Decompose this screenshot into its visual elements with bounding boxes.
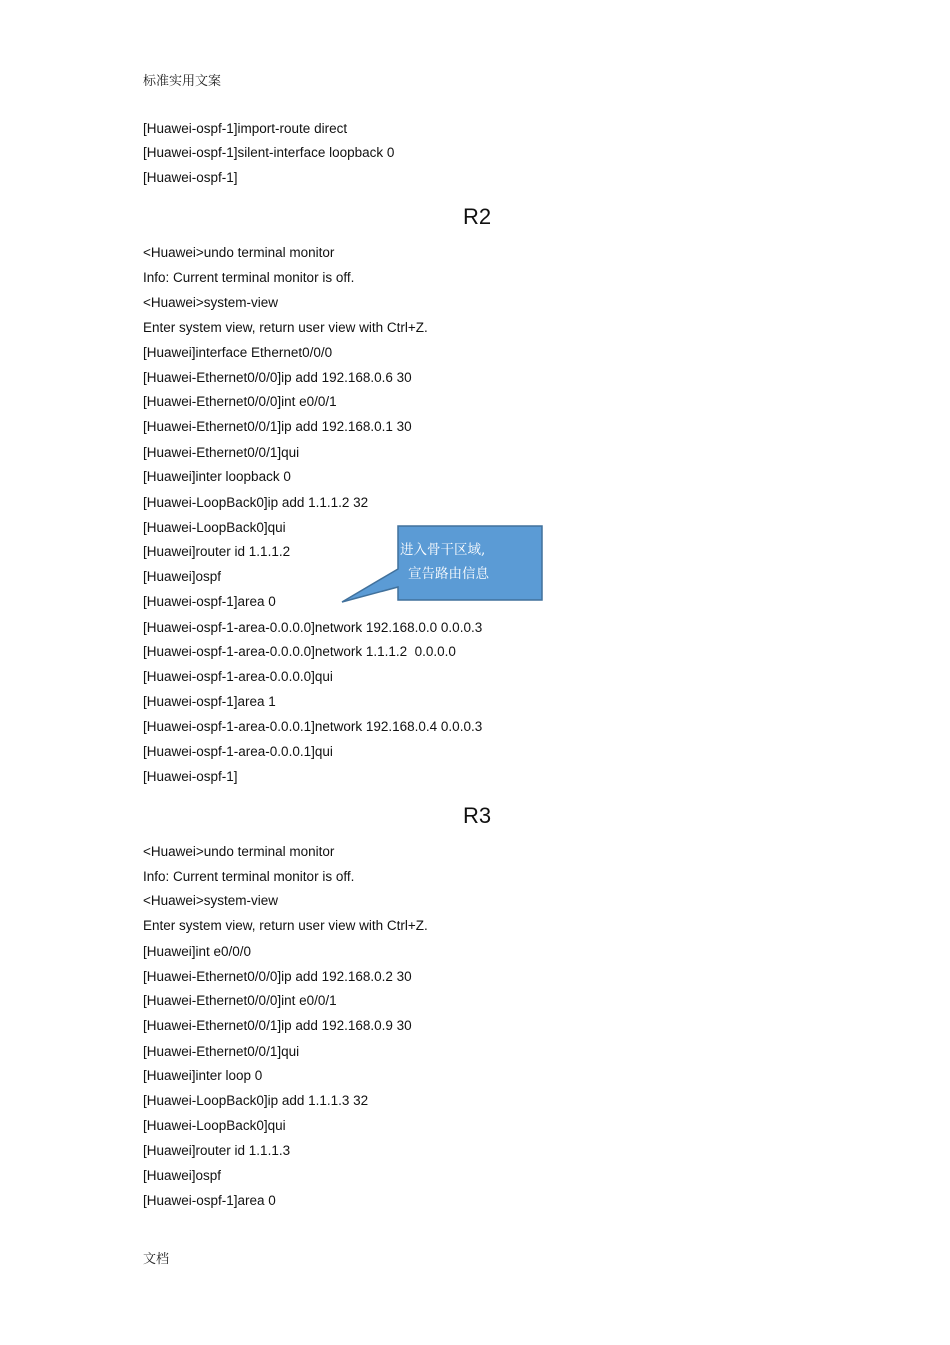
page-header: 标准实用文案 — [143, 74, 222, 89]
config-line: [Huawei-Ethernet0/0/1]ip add 192.168.0.1 30 — [143, 419, 412, 434]
callout-line-1: 进入骨干区域, — [400, 542, 486, 558]
config-line: [Huawei-ospf-1] — [143, 170, 238, 185]
config-line: [Huawei-Ethernet0/0/1]qui — [143, 1044, 300, 1059]
section-heading-r3: R3 — [462, 803, 492, 828]
config-line: [Huawei-ospf-1]area 1 — [143, 694, 276, 709]
config-line: [Huawei-ospf-1]silent-interface loopback 0 — [143, 145, 395, 160]
config-line: Enter system view, return user view with Ctrl+Z. — [143, 320, 428, 335]
config-line: <Huawei>undo terminal monitor — [143, 245, 335, 260]
callout-line-2: 宣告路由信息 — [408, 566, 489, 582]
config-line: [Huawei]inter loopback 0 — [143, 469, 291, 484]
config-line: <Huawei>undo terminal monitor — [143, 844, 335, 859]
section-heading-r2: R2 — [462, 204, 492, 229]
config-line: [Huawei-ospf-1-area-0.0.0.1]network 192.168.0.4 0.0.0.3 — [143, 719, 483, 734]
callout-text — [400, 538, 540, 586]
config-line: [Huawei-Ethernet0/0/0]ip add 192.168.0.6 30 — [143, 370, 412, 385]
callout-annotation — [340, 525, 545, 605]
config-line: [Huawei-LoopBack0]qui — [143, 1118, 286, 1133]
config-line: [Huawei-LoopBack0]ip add 1.1.1.3 32 — [143, 1093, 369, 1108]
config-line: Info: Current terminal monitor is off. — [143, 270, 355, 285]
page-footer: 文档 — [143, 1252, 170, 1267]
config-line: <Huawei>system-view — [143, 295, 279, 310]
config-line: <Huawei>system-view — [143, 893, 279, 908]
config-line: [Huawei]ospf — [143, 569, 222, 584]
config-line: [Huawei-LoopBack0]qui — [143, 520, 286, 535]
config-line: [Huawei-ospf-1-area-0.0.0.0]qui — [143, 669, 333, 684]
config-line: [Huawei-ospf-1]area 0 — [143, 594, 276, 609]
config-line: [Huawei]int e0/0/0 — [143, 944, 252, 959]
config-line: [Huawei]ospf — [143, 1168, 222, 1183]
config-line: Info: Current terminal monitor is off. — [143, 869, 355, 884]
config-line: [Huawei-ospf-1] — [143, 769, 238, 784]
config-line: [Huawei-LoopBack0]ip add 1.1.1.2 32 — [143, 495, 369, 510]
config-line: [Huawei-Ethernet0/0/0]int e0/0/1 — [143, 394, 337, 409]
config-line: [Huawei]router id 1.1.1.3 — [143, 1143, 291, 1158]
config-line: [Huawei-ospf-1]area 0 — [143, 1193, 276, 1208]
config-line: [Huawei-Ethernet0/0/0]int e0/0/1 — [143, 993, 337, 1008]
config-line: [Huawei]interface Ethernet0/0/0 — [143, 345, 333, 360]
config-line: [Huawei-ospf-1-area-0.0.0.0]network 192.168.0.0 0.0.0.3 — [143, 620, 483, 635]
config-line: [Huawei-ospf-1-area-0.0.0.0]network 1.1.1.2 0.0.0.0 — [143, 644, 456, 659]
config-line: [Huawei]router id 1.1.1.2 — [143, 544, 291, 559]
config-line: [Huawei-ospf-1]import-route direct — [143, 121, 348, 136]
config-line: [Huawei-Ethernet0/0/0]ip add 192.168.0.2 30 — [143, 969, 412, 984]
config-line: [Huawei-Ethernet0/0/1]ip add 192.168.0.9 30 — [143, 1018, 412, 1033]
config-line: [Huawei-Ethernet0/0/1]qui — [143, 445, 300, 460]
config-line: Enter system view, return user view with Ctrl+Z. — [143, 918, 428, 933]
config-line: [Huawei-ospf-1-area-0.0.0.1]qui — [143, 744, 333, 759]
config-line: [Huawei]inter loop 0 — [143, 1068, 263, 1083]
